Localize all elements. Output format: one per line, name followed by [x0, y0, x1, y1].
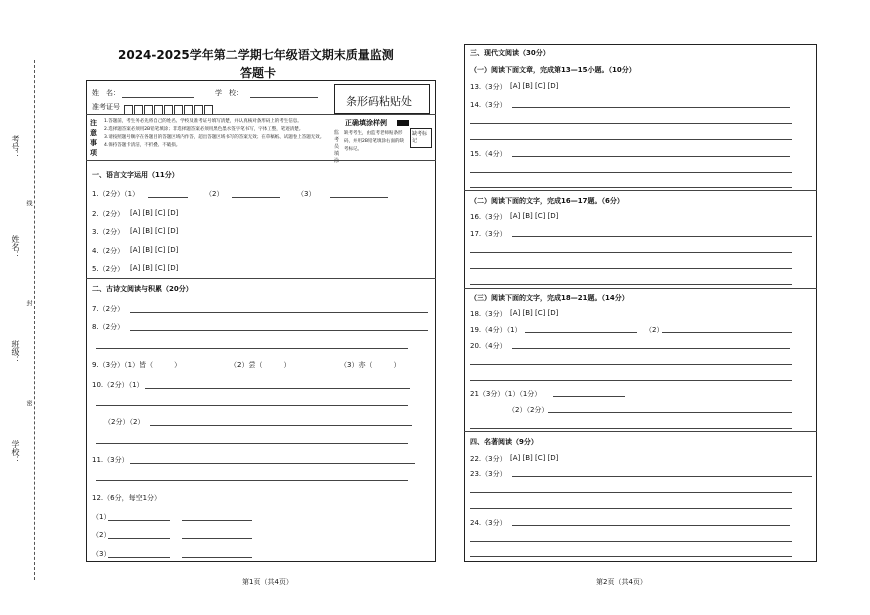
- q12-2-label: （2）: [92, 531, 111, 539]
- name-label: 姓 名：: [92, 89, 120, 97]
- binding-xingming: 姓名：: [11, 235, 20, 259]
- fill-sample-mark: [397, 120, 409, 126]
- q12-label: 12.（6分，每空1分）: [92, 494, 162, 502]
- q5-label: 5.（2分）: [92, 265, 125, 273]
- absent-label: 缺考标记: [412, 131, 428, 144]
- q9-label: 9.（3分）（1）皆（ ）: [92, 361, 182, 369]
- q17-answer-3[interactable]: [470, 268, 792, 269]
- q14-label: 14.（3分）: [470, 101, 507, 109]
- q17-answer-2[interactable]: [470, 252, 792, 253]
- divider: [464, 288, 817, 289]
- name-field[interactable]: [122, 97, 194, 98]
- q21-label-b: （2）（2分）: [508, 406, 549, 414]
- q10-answer-4[interactable]: [96, 443, 408, 444]
- q15-answer-2[interactable]: [470, 172, 792, 173]
- q15-label: 15.（4分）: [470, 150, 507, 158]
- q12-3-label: （3）: [92, 550, 111, 558]
- binding-xian: 线: [25, 200, 32, 206]
- q11-answer[interactable]: [130, 463, 415, 464]
- q14-answer-3[interactable]: [470, 139, 792, 140]
- proctor-label: 监考员填涂: [334, 130, 340, 164]
- q16-label: 16.（3分）: [470, 213, 507, 221]
- q8-label: 8.（2分）: [92, 323, 125, 331]
- q24-label: 24.（3分）: [470, 519, 507, 527]
- q2-options[interactable]: [A] [B] [C] [D]: [130, 209, 179, 217]
- divider: [464, 190, 817, 191]
- q2-label: 2.（2分）: [92, 210, 125, 218]
- q17-answer-4[interactable]: [470, 284, 792, 285]
- q13-label: 13.（3分）: [470, 83, 507, 91]
- q19-label-b: （2）: [645, 326, 664, 334]
- q23-answer[interactable]: [512, 476, 812, 477]
- q9-label-b: （2）尝（ ）: [230, 361, 291, 369]
- q24-answer-3[interactable]: [470, 556, 792, 557]
- q22-options[interactable]: [A] [B] [C] [D]: [510, 454, 559, 462]
- q24-answer-2[interactable]: [470, 541, 792, 542]
- q7-answer[interactable]: [130, 312, 428, 313]
- q11-label: 11.（3分）: [92, 456, 129, 464]
- q8-answer-2[interactable]: [96, 348, 408, 349]
- q22-label: 22.（3分）: [470, 455, 507, 463]
- q14-answer-2[interactable]: [470, 123, 792, 124]
- q12-1-answer-a[interactable]: [108, 520, 170, 521]
- q17-answer[interactable]: [512, 236, 812, 237]
- q18-label: 18.（3分）: [470, 310, 507, 318]
- q17-label: 17.（3分）: [470, 230, 507, 238]
- school-label: 学 校：: [215, 89, 243, 97]
- proctor-text: 缺考考生，由监考老师贴条形码，并用2B铅笔填涂右面的缺考标记。: [344, 131, 404, 152]
- s2-title: 二、古诗文阅读与积累（20分）: [92, 285, 193, 293]
- q19-answer-1[interactable]: [525, 332, 637, 333]
- q3-label: 3.（2分）: [92, 228, 125, 236]
- q10-answer-2[interactable]: [96, 405, 408, 406]
- q10-label-b: （2分）（2）: [104, 418, 145, 426]
- q5-options[interactable]: [A] [B] [C] [D]: [130, 264, 179, 272]
- q12-3-answer-b[interactable]: [182, 557, 252, 558]
- q1-answer-1[interactable]: [148, 197, 188, 198]
- q1-label-c: （3）: [297, 190, 316, 198]
- binding-banji: 班级：: [11, 340, 20, 364]
- q21-answer-1[interactable]: [553, 396, 625, 397]
- s3-sub1: （一）阅读下面文章，完成第13—15小题。（10分）: [470, 66, 636, 74]
- q12-2-answer-b[interactable]: [182, 538, 252, 539]
- q20-answer-3[interactable]: [470, 380, 792, 381]
- school-field[interactable]: [250, 97, 318, 98]
- q1-label-b: （2）: [205, 190, 224, 198]
- q19-answer-2[interactable]: [662, 332, 792, 333]
- q21-answer-3[interactable]: [470, 428, 792, 429]
- q12-3-answer-a[interactable]: [108, 557, 170, 558]
- id-label: 准考证号: [92, 103, 120, 111]
- binding-feng: 封: [25, 300, 32, 306]
- s3-title: 三、现代文阅读（30分）: [470, 49, 550, 57]
- q15-answer-3[interactable]: [470, 187, 792, 188]
- q7-label: 7.（2分）: [92, 305, 125, 313]
- binding-kaohao: 考号：: [11, 135, 20, 159]
- q11-answer-2[interactable]: [96, 480, 408, 481]
- binding-mi: 密: [25, 400, 32, 406]
- right-panel: [464, 44, 817, 562]
- q24-answer[interactable]: [512, 525, 790, 526]
- q1-answer-3[interactable]: [330, 197, 388, 198]
- q19-label: 19.（4分）（1）: [470, 326, 522, 334]
- q9-label-c: （3）亦（ ）: [340, 361, 401, 369]
- q14-answer[interactable]: [512, 107, 790, 108]
- binding-xuexiao: 学校：: [11, 440, 20, 464]
- q10-answer-3[interactable]: [150, 425, 412, 426]
- notes-list: 1.答题前，考生务必先将自己的姓名、学校及准考证号填写清楚，并认真核对条形码上的考生信息。 2.选择题答案必须用2B铅笔填涂；非选择题答案必须用黑色墨水签字笔书写，字体工整，笔迹清楚。 3.请按照题号顺序在各题目的答题区域内作答，超出答题区域书写的答案无效；在草稿纸、试题卷上答题无效。 4.保持答题卡清洁，不折叠、不破损。: [104, 119, 325, 148]
- divider: [86, 160, 436, 161]
- q4-options[interactable]: [A] [B] [C] [D]: [130, 246, 179, 254]
- page-subtitle: 答题卡: [240, 66, 277, 80]
- page-number-1: 第1页（共4页）: [242, 578, 293, 586]
- q21-answer-2[interactable]: [548, 412, 792, 413]
- q10-answer[interactable]: [145, 388, 410, 389]
- page-number-2: 第2页（共4页）: [596, 578, 647, 586]
- fill-sample-label: 正确填涂样例: [345, 119, 387, 127]
- id-cells[interactable]: [124, 100, 214, 119]
- divider: [464, 431, 817, 432]
- page-title: 2024-2025学年第二学期七年级语文期末质量监测: [118, 48, 394, 62]
- q23-answer-3[interactable]: [470, 508, 792, 509]
- s3-sub2: （二）阅读下面的文字，完成16—17题。（6分）: [470, 197, 624, 205]
- divider: [86, 278, 436, 279]
- q23-answer-2[interactable]: [470, 492, 792, 493]
- q8-answer[interactable]: [130, 330, 428, 331]
- q13-options[interactable]: [A] [B] [C] [D]: [510, 82, 559, 90]
- q12-1-label: （1）: [92, 513, 111, 521]
- q18-options[interactable]: [A] [B] [C] [D]: [510, 309, 559, 317]
- q20-answer-2[interactable]: [470, 364, 792, 365]
- q12-2-answer-a[interactable]: [108, 538, 170, 539]
- q20-label: 20.（4分）: [470, 342, 507, 350]
- divider: [86, 114, 436, 115]
- binding-line: [34, 60, 35, 580]
- s3-sub3: （三）阅读下面的文字，完成18—21题。（14分）: [470, 294, 629, 302]
- s1-title: 一、语言文字运用（11分）: [92, 171, 179, 179]
- q1-answer-2[interactable]: [232, 197, 280, 198]
- q15-answer[interactable]: [512, 156, 790, 157]
- notes-label: 注意事项: [90, 119, 97, 157]
- q21-label: 21（3分）（1）（1分）: [470, 390, 542, 398]
- q16-options[interactable]: [A] [B] [C] [D]: [510, 212, 559, 220]
- s4-title: 四、名著阅读（9分）: [470, 438, 538, 446]
- q23-label: 23.（3分）: [470, 470, 507, 478]
- q3-options[interactable]: [A] [B] [C] [D]: [130, 227, 179, 235]
- q12-1-answer-b[interactable]: [182, 520, 252, 521]
- q20-answer[interactable]: [512, 348, 790, 349]
- q4-label: 4.（2分）: [92, 247, 125, 255]
- q10-label: 10.（2分）（1）: [92, 381, 144, 389]
- barcode-label: 条形码粘贴处: [346, 95, 412, 108]
- q1-label: 1.（2分）（1）: [92, 190, 140, 198]
